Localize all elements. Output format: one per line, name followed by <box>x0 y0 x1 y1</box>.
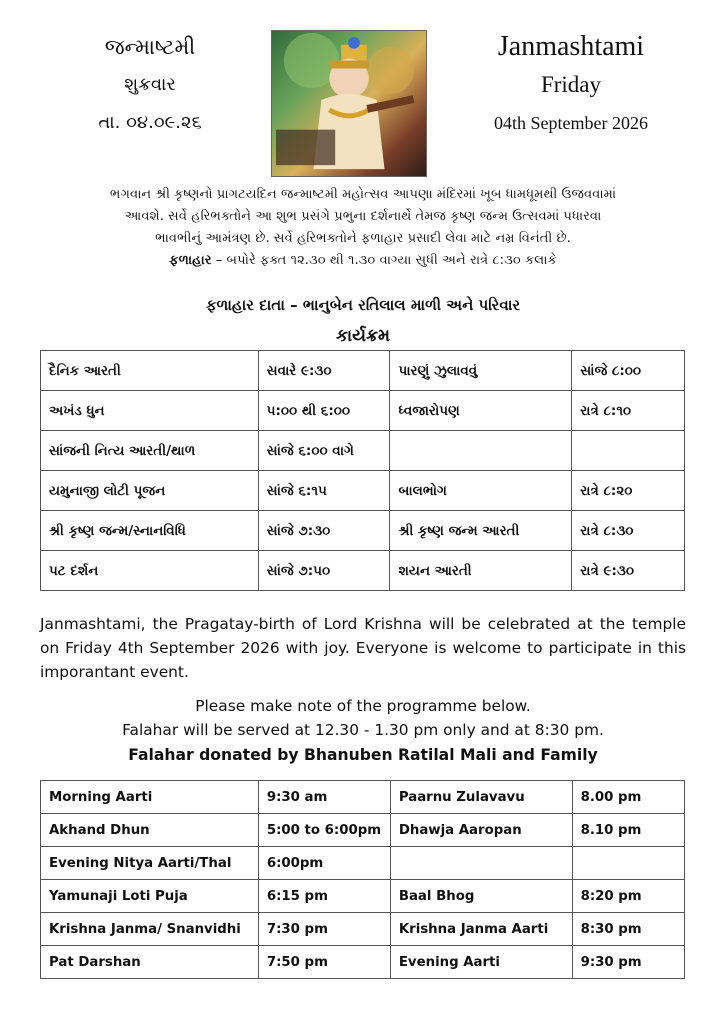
table-cell: Evening Aarti <box>390 946 572 979</box>
table-cell <box>390 847 572 880</box>
table-cell: દૈનિક આરતી <box>41 351 259 391</box>
gujarati-title: જન્માષ્ટમી <box>104 35 196 59</box>
table-cell: 8:30 pm <box>572 913 684 946</box>
english-header <box>466 28 676 142</box>
table-cell: શયન આરતી <box>390 551 572 591</box>
table-cell: સાંજે ૮:૦૦ <box>572 351 685 391</box>
gujarati-donor: ફળાહાર દાતા – ભાનુબેન રતિલાલ માળી અને પરિવાર <box>205 296 521 314</box>
falahar-label: ફળાહાર <box>169 253 212 268</box>
falahar-time: – બપોરે ફક્ત ૧૨.૩૦ થી ૧.૩૦ વાગ્યા સુધી અને રાત્રે ૮:૩૦ કલાકે <box>211 253 557 268</box>
table-cell: 8.10 pm <box>572 814 684 847</box>
table-cell: સાંજની નિત્ય આરતી/થાળ <box>41 431 259 471</box>
table-cell: રાત્રે ૯:૩૦ <box>572 551 685 591</box>
table-cell: યમુનાજી લોટી પૂજન <box>41 471 259 511</box>
table-cell: Yamunaji Loti Puja <box>41 880 259 913</box>
english-day: Friday <box>540 72 602 97</box>
table-cell: Evening Nitya Aarti/Thal <box>41 847 259 880</box>
table-cell: Akhand Dhun <box>41 814 259 847</box>
table-cell: 9:30 am <box>258 781 390 814</box>
table-cell: Baal Bhog <box>390 880 572 913</box>
table-cell: સાંજે ૬:૦૦ વાગે <box>258 431 390 471</box>
table-cell: 7:30 pm <box>258 913 390 946</box>
gujarati-line: આવશે. સર્વે હરિભક્તોને આ શુભ પ્રસંગે પ્રભુના દર્શનાર્થે તેમજ કૃષ્ણ જન્મ ઉત્સવમાં પધારવા <box>124 209 602 224</box>
table-cell: બાલભોગ <box>390 471 572 511</box>
table-cell: 5:00 to 6:00pm <box>258 814 390 847</box>
table-row <box>41 471 685 511</box>
table-cell: ધ્વજારોપણ <box>390 391 572 431</box>
gujarati-date: તા. ૦૪.૦૯.૨૬ <box>98 112 202 133</box>
table-cell: Morning Aarti <box>41 781 259 814</box>
table-cell: ૫:૦૦ થી ૬:૦૦ <box>258 391 390 431</box>
table-cell: સાંજે ૭:૩૦ <box>258 511 390 551</box>
gujarati-paragraph <box>40 184 686 272</box>
table-cell: રાત્રે ૮:૩૦ <box>572 511 685 551</box>
table-row <box>41 391 685 431</box>
table-cell: અખંડ ધુન <box>41 391 259 431</box>
table-cell: 9:30 pm <box>572 946 684 979</box>
english-title: Janmashtami <box>497 31 645 62</box>
table-row <box>41 351 685 391</box>
table-cell: પારણું ઝુલાવવું <box>390 351 572 391</box>
table-row <box>41 913 685 946</box>
table-cell: શ્રી કૃષ્ણ જન્મ આરતી <box>390 511 572 551</box>
table-cell: 6:15 pm <box>258 880 390 913</box>
table-cell: 6:00pm <box>258 847 390 880</box>
table-cell: 7:50 pm <box>258 946 390 979</box>
table-cell: Pat Darshan <box>41 946 259 979</box>
english-donor: Falahar donated by Bhanuben Ratilal Mali and Family <box>128 746 598 764</box>
table-cell: સાંજે ૭:૫૦ <box>258 551 390 591</box>
table-cell <box>390 431 572 471</box>
gujarati-line: ભગવાન શ્રી કૃષ્ણનો પ્રાગટયદિન જન્માષ્ટમી મહોત્સવ આપણા મંદિરમાં ખૂબ ધામધૂમથી ઉજવવામાં <box>109 187 617 202</box>
table-cell: Paarnu Zulavavu <box>390 781 572 814</box>
gujarati-programme-title: કાર્યક્રમ <box>335 326 391 346</box>
table-cell: 8.00 pm <box>572 781 684 814</box>
table-cell <box>572 847 684 880</box>
gujarati-falahar-line <box>40 250 686 272</box>
table-row <box>41 946 685 979</box>
table-row <box>41 511 685 551</box>
gujarati-header <box>60 28 240 142</box>
table-cell: પટ દર્શન <box>41 551 259 591</box>
english-note: Please make note of the programme below. <box>195 697 531 715</box>
table-row <box>41 880 685 913</box>
gujarati-line: ભાવભીનું આમંત્રણ છે. સર્વે હરિભક્તોને ફળાહાર પ્રસાદી લેવા માટે નમ્ર વિનંતી છે. <box>155 231 571 246</box>
table-cell: રાત્રે ૮:૨૦ <box>572 471 685 511</box>
english-date: 04th September 2026 <box>494 113 648 133</box>
table-row <box>41 781 685 814</box>
table-row <box>41 814 685 847</box>
table-cell: સવારે ૯:૩૦ <box>258 351 390 391</box>
english-paragraph: Janmashtami, the Pragatay-birth of Lord Krishna will be celebrated at the temple on Friday 4th September 2026 with joy. Everyone is welcome to participate in this imporantant event. <box>40 615 686 681</box>
table-row <box>41 551 685 591</box>
table-cell <box>572 431 685 471</box>
krishna-image <box>271 30 427 177</box>
table-row <box>41 431 685 471</box>
table-cell: સાંજે ૬:૧૫ <box>258 471 390 511</box>
gujarati-schedule-table <box>40 350 685 591</box>
table-cell: Krishna Janma/ Snanvidhi <box>41 913 259 946</box>
table-cell: 8:20 pm <box>572 880 684 913</box>
table-cell: Dhawja Aaropan <box>390 814 572 847</box>
english-falahar: Falahar will be served at 12.30 - 1.30 pm only and at 8:30 pm. <box>122 721 604 739</box>
table-cell: શ્રી કૃષ્ણ જન્મ/સ્નાનવિધિ <box>41 511 259 551</box>
table-row <box>41 847 685 880</box>
english-schedule-table <box>40 780 685 979</box>
gujarati-day: શુક્રવાર <box>124 74 176 95</box>
table-cell: Krishna Janma Aarti <box>390 913 572 946</box>
table-cell: રાત્રે ૮:૧૦ <box>572 391 685 431</box>
